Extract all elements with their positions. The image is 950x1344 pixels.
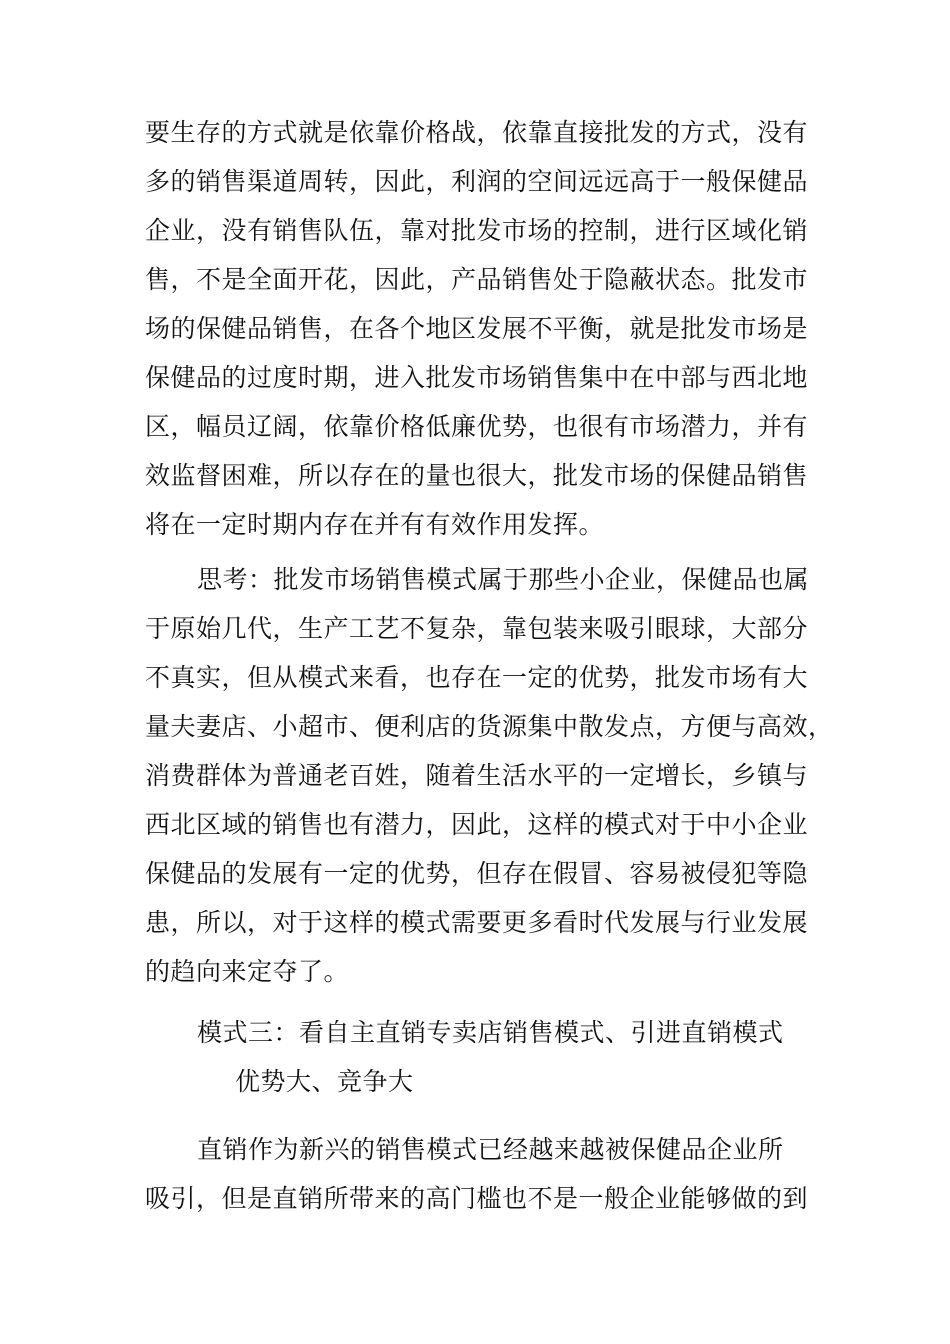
- text-line: 企业，没有销售队伍，靠对批发市场的控制，进行区域化销: [145, 216, 809, 245]
- text-line: 吸引，但是直销所带来的高门槛也不是一般企业能够做的到: [145, 1184, 809, 1213]
- text-line: 患，所以，对于这样的模式需要更多看时代发展与行业发展: [145, 908, 809, 937]
- text-line: 效监督困难，所以存在的量也很大，批发市场的保健品销售: [145, 461, 809, 490]
- text-line: 量夫妻店、小超市、便利店的货源集中散发点，方便与高效，: [145, 712, 834, 741]
- heading-line-1: 模式三：看自主直销专卖店销售模式、引进直销模式: [197, 1018, 784, 1047]
- text-line: 保健品的发展有一定的优势，但存在假冒、容易被侵犯等隐: [145, 859, 809, 888]
- text-line: 多的销售渠道周转，因此，利润的空间远远高于一般保健品: [145, 167, 809, 196]
- text-line: 要生存的方式就是依靠价格战，依靠直接批发的方式，没有: [145, 118, 809, 147]
- text-line: 将在一定时期内存在并有有效作用发挥。: [145, 510, 605, 539]
- heading-line-2: 优势大、竞争大: [235, 1067, 414, 1096]
- paragraph-wholesale-market: [145, 108, 813, 549]
- section-heading: [145, 1008, 813, 1106]
- text-line: 不真实，但从模式来看，也存在一定的优势，批发市场有大: [145, 663, 809, 692]
- text-line: 直销作为新兴的销售模式已经越来越被保健品企业所: [197, 1135, 784, 1164]
- text-line: 于原始几代，生产工艺不复杂，靠包装来吸引眼球，大部分: [145, 614, 809, 643]
- text-line: 消费群体为普通老百姓，随着生活水平的一定增长，乡镇与: [145, 761, 809, 790]
- text-line: 思考：批发市场销售模式属于那些小企业，保健品也属: [197, 565, 810, 594]
- paragraph-thinking: [145, 555, 834, 996]
- text-line: 西北区域的销售也有潜力，因此，这样的模式对于中小企业: [145, 810, 809, 839]
- text-line: 区，幅员辽阔，依靠价格低廉优势，也很有市场潜力，并有: [145, 412, 809, 441]
- text-line: 售，不是全面开花，因此，产品销售处于隐蔽状态。批发市: [145, 265, 809, 294]
- paragraph-direct-sales: [145, 1125, 813, 1223]
- text-line: 的趋向来定夺了。: [145, 957, 350, 986]
- text-line: 保健品的过度时期，进入批发市场销售集中在中部与西北地: [145, 363, 809, 392]
- text-line: 场的保健品销售，在各个地区发展不平衡，就是批发市场是: [145, 314, 809, 343]
